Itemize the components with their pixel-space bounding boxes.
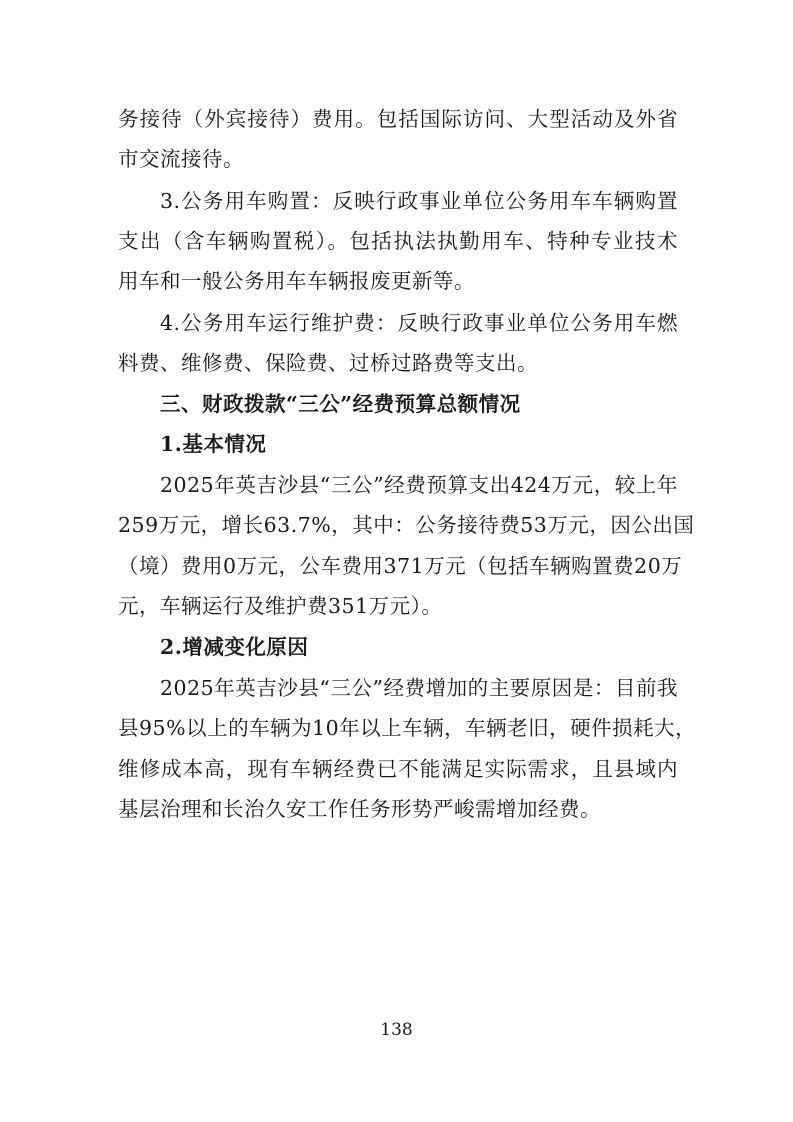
paragraph-line: 2025年英吉沙县“三公”经费预算支出424万元，较上年	[160, 473, 678, 497]
paragraph-line: 维修成本高，现有车辆经费已不能满足实际需求，且县域内	[118, 757, 678, 781]
paragraph-line: 3.公务用车购置：反映行政事业单位公务用车车辆购置	[160, 189, 678, 213]
paragraph-line: 4.公务用车运行维护费：反映行政事业单位公务用车燃	[160, 311, 678, 335]
section-heading: 三、财政拨款“三公”经费预算总额情况	[160, 392, 521, 416]
paragraph-line: 市交流接待。	[118, 147, 244, 171]
paragraph-line: 料费、维修费、保险费、过桥过路费等支出。	[118, 351, 538, 375]
paragraph-line: （境）费用0万元，公车费用371万元（包括车辆购置费20万	[118, 554, 683, 578]
paragraph-line: 259万元，增长63.7%，其中：公务接待费53万元，因公出国	[118, 513, 695, 537]
subsection-heading: 2.增减变化原因	[160, 635, 309, 659]
paragraph-line: 县95%以上的车辆为10年以上车辆，车辆老旧，硬件损耗大，	[118, 716, 697, 740]
paragraph-line: 支出（含车辆购置税）。包括执法执勤用车、特种专业技术	[118, 229, 678, 253]
paragraph-line: 元，车辆运行及维护费351万元）。	[118, 594, 443, 618]
paragraph-line: 基层治理和长治久安工作任务形势严峻需增加经费。	[118, 797, 601, 821]
subsection-heading: 1.基本情况	[160, 432, 267, 456]
paragraph-line: 2025年英吉沙县“三公”经费增加的主要原因是：目前我	[160, 676, 678, 700]
paragraph-line: 用车和一般公务用车车辆报废更新等。	[118, 269, 475, 293]
page-number: 138	[380, 1020, 413, 1040]
paragraph-line: 务接待（外宾接待）费用。包括国际访问、大型活动及外省	[118, 107, 678, 131]
